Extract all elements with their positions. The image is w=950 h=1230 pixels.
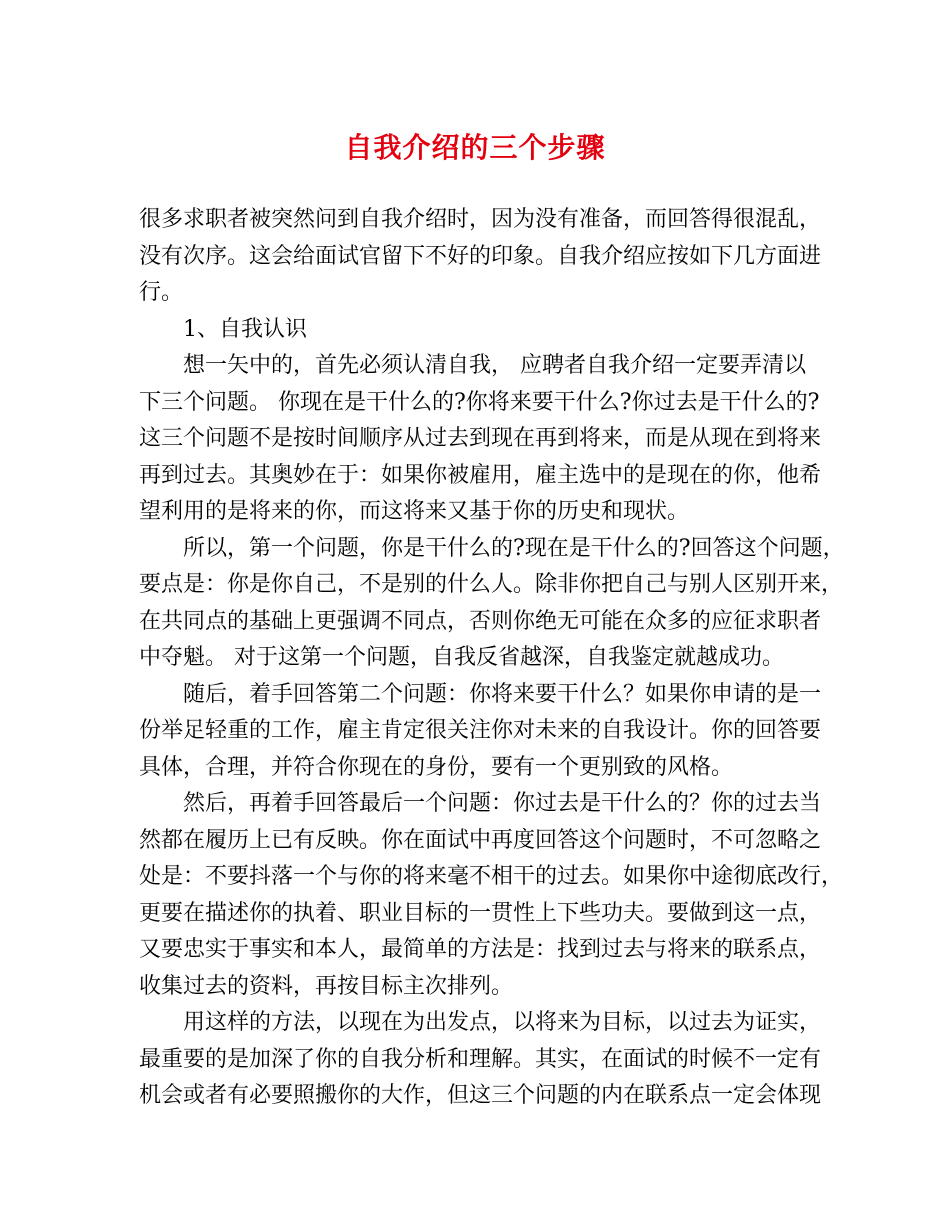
text-line: 具体，合理，并符合你现在的身份，要有一个更别致的风格。	[139, 754, 734, 780]
section-heading-self-awareness	[139, 312, 815, 349]
text-line: 机会或者有必要照搬你的大作，但这三个问题的内在联系点一定会体现	[139, 1083, 822, 1108]
text-line: 然后，再着手回答最后一个问题：你过去是干什么的？你的过去当	[183, 791, 822, 816]
text-line: 份举足轻重的工作，雇主肯定很关注你对未来的自我设计。你的回答要	[139, 718, 822, 743]
text-line: 这三个问题不是按时间顺序从过去到现在再到将来，而是从现在到将来	[139, 426, 822, 451]
text-line: 又要忠实于事实和本人，最简单的方法是：找到过去与将来的联系点，	[139, 937, 822, 962]
paragraph-intro	[139, 202, 822, 312]
text-line: 行。	[139, 280, 184, 305]
text-line: 没有次序。这会给面试官留下不好的印象。自我介绍应按如下几方面进	[139, 243, 822, 269]
text-line: 然都在履历上已有反映。你在面试中再度回答这个问题时，不可忽略之	[139, 827, 822, 853]
paragraph-three-questions	[139, 348, 822, 531]
text-line: 中夺魁。 对于这第一个问题，自我反省越深，自我鉴定就越成功。	[139, 645, 784, 670]
text-line: 想一矢中的，首先必须认清自我， 应聘者自我介绍一定要弄清以	[183, 353, 806, 378]
text-line: 很多求职者被突然问到自我介绍时，因为没有准备，而回答得很混乱，	[139, 207, 822, 232]
text-line: 在共同点的基础上更强调不同点，否则你绝无可能在众多的应征求职者	[139, 608, 822, 634]
document-body	[139, 202, 845, 1115]
paragraph-first-question	[139, 531, 845, 677]
text-line: 1、自我认识	[183, 316, 307, 342]
text-line: 收集过去的资料，再按目标主次排列。	[139, 973, 514, 999]
document-title: 自我介绍的三个步骤	[344, 131, 606, 164]
text-line: 随后，着手回答第二个问题：你将来要干什么？如果你申请的是一	[183, 681, 822, 707]
text-line: 用这样的方法，以现在为出发点，以将来为目标，以过去为证实，	[183, 1010, 822, 1035]
text-line: 望利用的是将来的你，而这将来又基于你的历史和现状。	[139, 499, 690, 524]
text-line: 要点是：你是你自己，不是别的什么人。除非你把自己与别人区别开来，	[139, 572, 844, 597]
text-line: 下三个问题。 你现在是干什么的?你将来要干什么?你过去是干什么的?	[139, 389, 820, 415]
text-line: 所以，第一个问题，你是干什么的?现在是干什么的?回答这个问题，	[183, 535, 845, 561]
text-line: 最重要的是加深了你的自我分析和理解。其实，在面试的时候不一定有	[139, 1046, 822, 1072]
text-line: 再到过去。其奥妙在于：如果你被雇用，雇主选中的是现在的你，他希	[139, 462, 822, 488]
paragraph-third-question	[139, 786, 844, 1005]
text-line: 处是：不要抖落一个与你的将来毫不相干的过去。如果你中途彻底改行，	[139, 864, 844, 889]
text-line: 更要在描述你的执着、职业目标的一贯性上下些功夫。要做到这一点，	[139, 900, 822, 926]
paragraph-conclusion	[139, 1005, 822, 1115]
paragraph-second-question	[139, 677, 822, 787]
